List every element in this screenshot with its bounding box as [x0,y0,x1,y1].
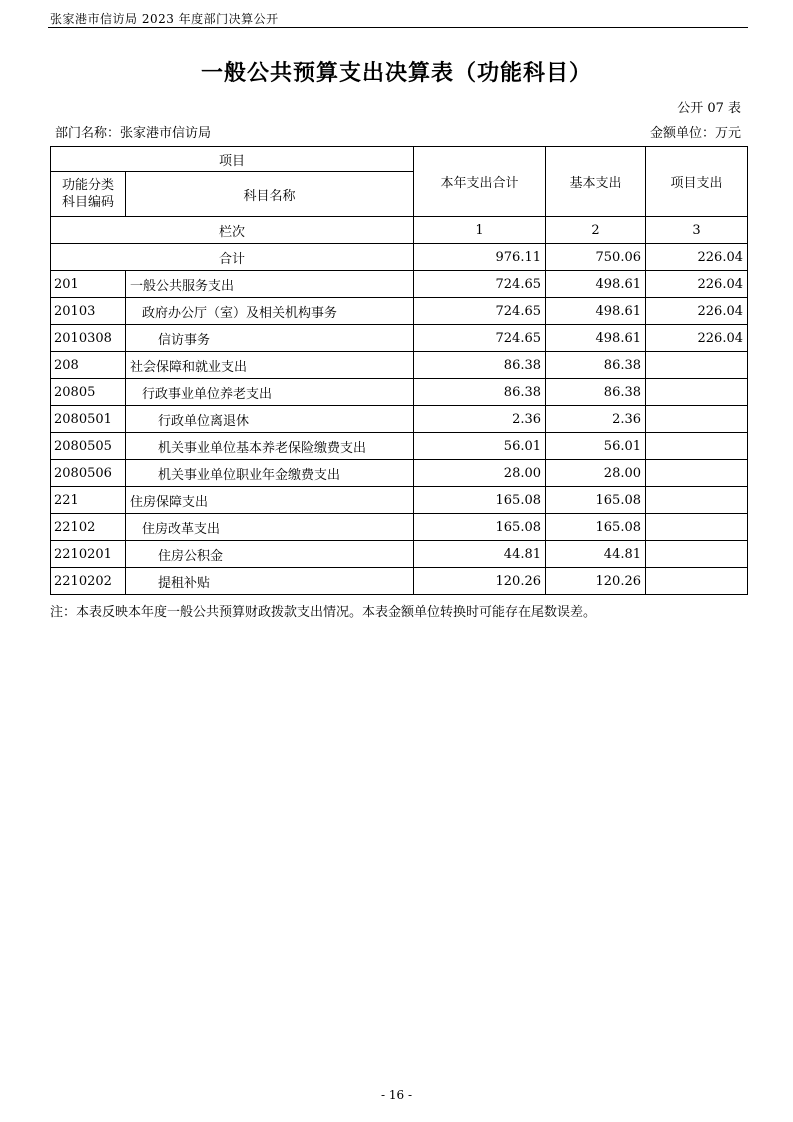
sum-label: 合计 [51,244,414,271]
amount-unit: 金额单位：万元 [649,126,741,141]
row-project: 226.04 [646,325,748,352]
row-project [646,433,748,460]
sum-project: 226.04 [646,244,748,271]
header-code [51,172,126,217]
row-project [646,406,748,433]
table-row [51,406,748,433]
sum-basic: 750.06 [546,244,646,271]
row-basic: 498.61 [546,298,646,325]
row-project [646,568,748,595]
row-name: 住房改革支出 [126,514,414,541]
sum-row [51,244,748,271]
row-total: 86.38 [414,352,546,379]
row-basic: 120.26 [546,568,646,595]
row-code: 2080501 [51,406,126,433]
index-label: 栏次 [51,217,414,244]
table-row [51,379,748,406]
table-row [51,325,748,352]
row-basic: 86.38 [546,379,646,406]
row-code: 208 [51,352,126,379]
row-name: 机关事业单位职业年金缴费支出 [126,460,414,487]
row-total: 86.38 [414,379,546,406]
row-total: 165.08 [414,487,546,514]
row-project [646,487,748,514]
row-code: 2080505 [51,433,126,460]
row-basic: 44.81 [546,541,646,568]
table-row [51,352,748,379]
header-item: 项目 [51,147,414,172]
document-title: 一般公共预算支出决算表（功能科目） [200,61,592,86]
row-code: 2010308 [51,325,126,352]
row-basic: 2.36 [546,406,646,433]
header-name: 科目名称 [126,172,414,217]
row-basic: 56.01 [546,433,646,460]
row-basic: 86.38 [546,352,646,379]
footnote: 注：本表反映本年度一般公共预算财政拨款支出情况。本表金额单位转换时可能存在尾数误差。 [50,605,597,620]
row-basic: 498.61 [546,325,646,352]
row-project [646,541,748,568]
header-row-1 [51,147,748,172]
table-row [51,487,748,514]
table-row [51,298,748,325]
row-total: 724.65 [414,298,546,325]
sum-total: 976.11 [414,244,546,271]
table-row [51,541,748,568]
row-total: 724.65 [414,325,546,352]
header-rule [48,27,748,28]
row-project [646,352,748,379]
row-name: 信访事务 [126,325,414,352]
row-basic: 165.08 [546,487,646,514]
row-total: 2.36 [414,406,546,433]
row-total: 724.65 [414,271,546,298]
row-code: 2210201 [51,541,126,568]
header-code-line1: 功能分类 [61,178,114,193]
row-code: 22102 [51,514,126,541]
row-project [646,379,748,406]
row-code: 221 [51,487,126,514]
department-name: 部门名称：张家港市信访局 [55,126,212,141]
header-col-basic: 基本支出 [546,147,646,217]
row-total: 44.81 [414,541,546,568]
row-total: 56.01 [414,433,546,460]
row-name: 住房公积金 [126,541,414,568]
row-code: 20805 [51,379,126,406]
row-code: 201 [51,271,126,298]
row-total: 120.26 [414,568,546,595]
table-row [51,460,748,487]
running-header: 张家港市信访局 2023 年度部门决算公开 [50,12,279,26]
row-basic: 165.08 [546,514,646,541]
index-3: 3 [646,217,748,244]
table-row [51,271,748,298]
page-number: - 16 - [380,1088,412,1102]
row-name: 机关事业单位基本养老保险缴费支出 [126,433,414,460]
header-code-line2: 科目编码 [61,195,114,210]
row-name: 行政事业单位养老支出 [126,379,414,406]
row-total: 28.00 [414,460,546,487]
index-1: 1 [414,217,546,244]
budget-table [50,146,748,595]
table-row [51,568,748,595]
row-basic: 498.61 [546,271,646,298]
row-total: 165.08 [414,514,546,541]
index-row [51,217,748,244]
row-project [646,460,748,487]
row-name: 住房保障支出 [126,487,414,514]
row-name: 政府办公厅（室）及相关机构事务 [126,298,414,325]
row-project: 226.04 [646,271,748,298]
row-code: 2080506 [51,460,126,487]
header-col-total: 本年支出合计 [414,147,546,217]
row-name: 一般公共服务支出 [126,271,414,298]
row-name: 提租补贴 [126,568,414,595]
index-2: 2 [546,217,646,244]
row-basic: 28.00 [546,460,646,487]
form-number: 公开 07 表 [677,101,741,116]
row-project: 226.04 [646,298,748,325]
row-name: 社会保障和就业支出 [126,352,414,379]
table-row [51,433,748,460]
row-name: 行政单位离退休 [126,406,414,433]
row-code: 20103 [51,298,126,325]
row-code: 2210202 [51,568,126,595]
row-project [646,514,748,541]
header-col-project: 项目支出 [646,147,748,217]
table-row [51,514,748,541]
